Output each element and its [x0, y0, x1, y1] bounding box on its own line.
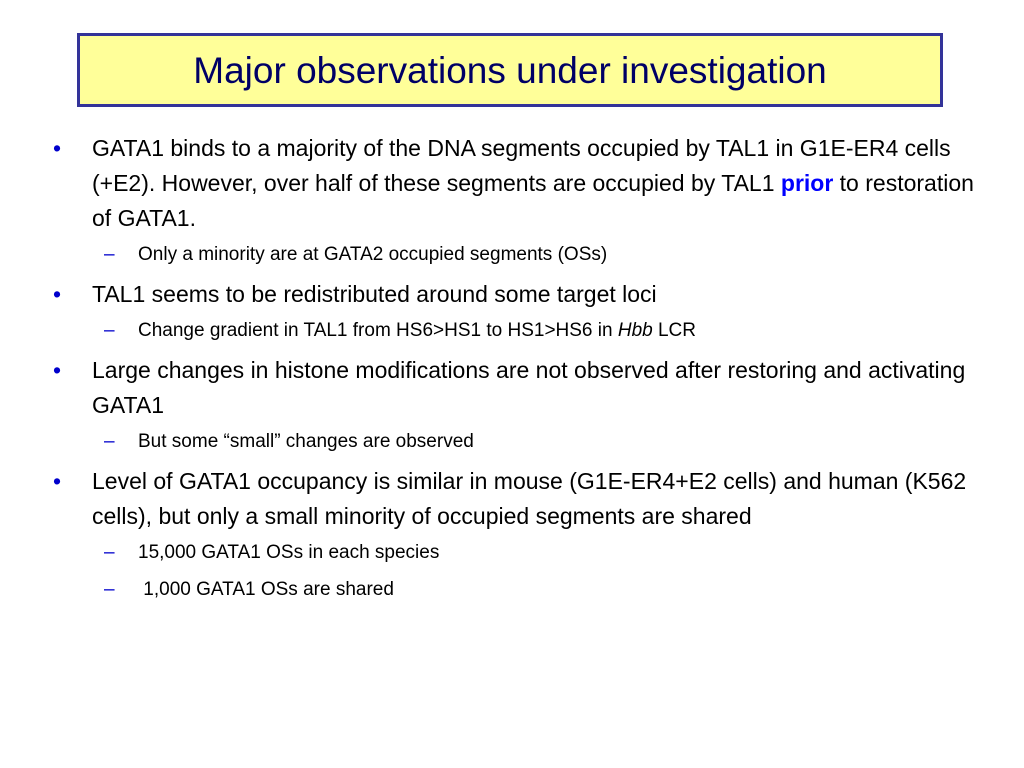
sub-text-3-1: But some “small” changes are observed — [138, 431, 474, 452]
bullet-item-1 — [50, 131, 980, 236]
bullet-item-2 — [50, 277, 980, 312]
sub-item-4-2 — [50, 575, 980, 605]
sub-marker: – — [104, 244, 115, 265]
sub-marker: – — [104, 542, 115, 563]
bullet-marker: • — [53, 357, 62, 383]
bullet-text-3: Large changes in histone modifications are not observed after restoring and activating GATA1 — [92, 357, 966, 418]
sub-marker: – — [104, 579, 115, 600]
bullet-marker: • — [53, 135, 62, 161]
bullet-marker: • — [53, 468, 62, 494]
highlight-prior: prior — [780, 170, 834, 196]
sub-item-4-1 — [50, 538, 980, 568]
sub-item-3-1 — [50, 427, 980, 457]
sub-text-2-1-italic: Hbb — [617, 320, 653, 341]
bullet-list — [50, 131, 980, 612]
sub-text-4-1: 15,000 GATA1 OSs in each species — [138, 542, 440, 563]
slide-title: Major observations under investigation — [193, 49, 827, 91]
sub-text-4-2: 1,000 GATA1 OSs are shared — [138, 579, 394, 600]
bullet-text-1-before: GATA1 binds to a majority of the DNA segments occupied by TAL1 in G1E-ER4 cells (+E2). However, over half of these segments are occupied by TAL1 — [92, 135, 951, 196]
sub-marker: – — [104, 431, 115, 452]
sub-marker: – — [104, 320, 115, 341]
bullet-marker: • — [53, 281, 62, 307]
bullet-item-4 — [50, 464, 980, 534]
bullet-text-4: Level of GATA1 occupancy is similar in mouse (G1E-ER4+E2 cells) and human (K562 cells), but only a small minority of occupied segments are shared — [92, 468, 967, 529]
sub-text-2-1-before: Change gradient in TAL1 from HS6>HS1 to HS1>HS6 in — [138, 320, 618, 341]
slide-title-box — [77, 33, 943, 107]
sub-item-1-1 — [50, 240, 980, 270]
bullet-text-1-after: to restoration of GATA1. — [92, 170, 974, 231]
sub-item-2-1 — [50, 316, 980, 346]
bullet-item-3 — [50, 353, 980, 423]
sub-text-2-1-after: LCR — [652, 320, 696, 341]
sub-text-1-1: Only a minority are at GATA2 occupied segments (OSs) — [138, 244, 608, 265]
bullet-text-2: TAL1 seems to be redistributed around some target loci — [92, 281, 657, 307]
